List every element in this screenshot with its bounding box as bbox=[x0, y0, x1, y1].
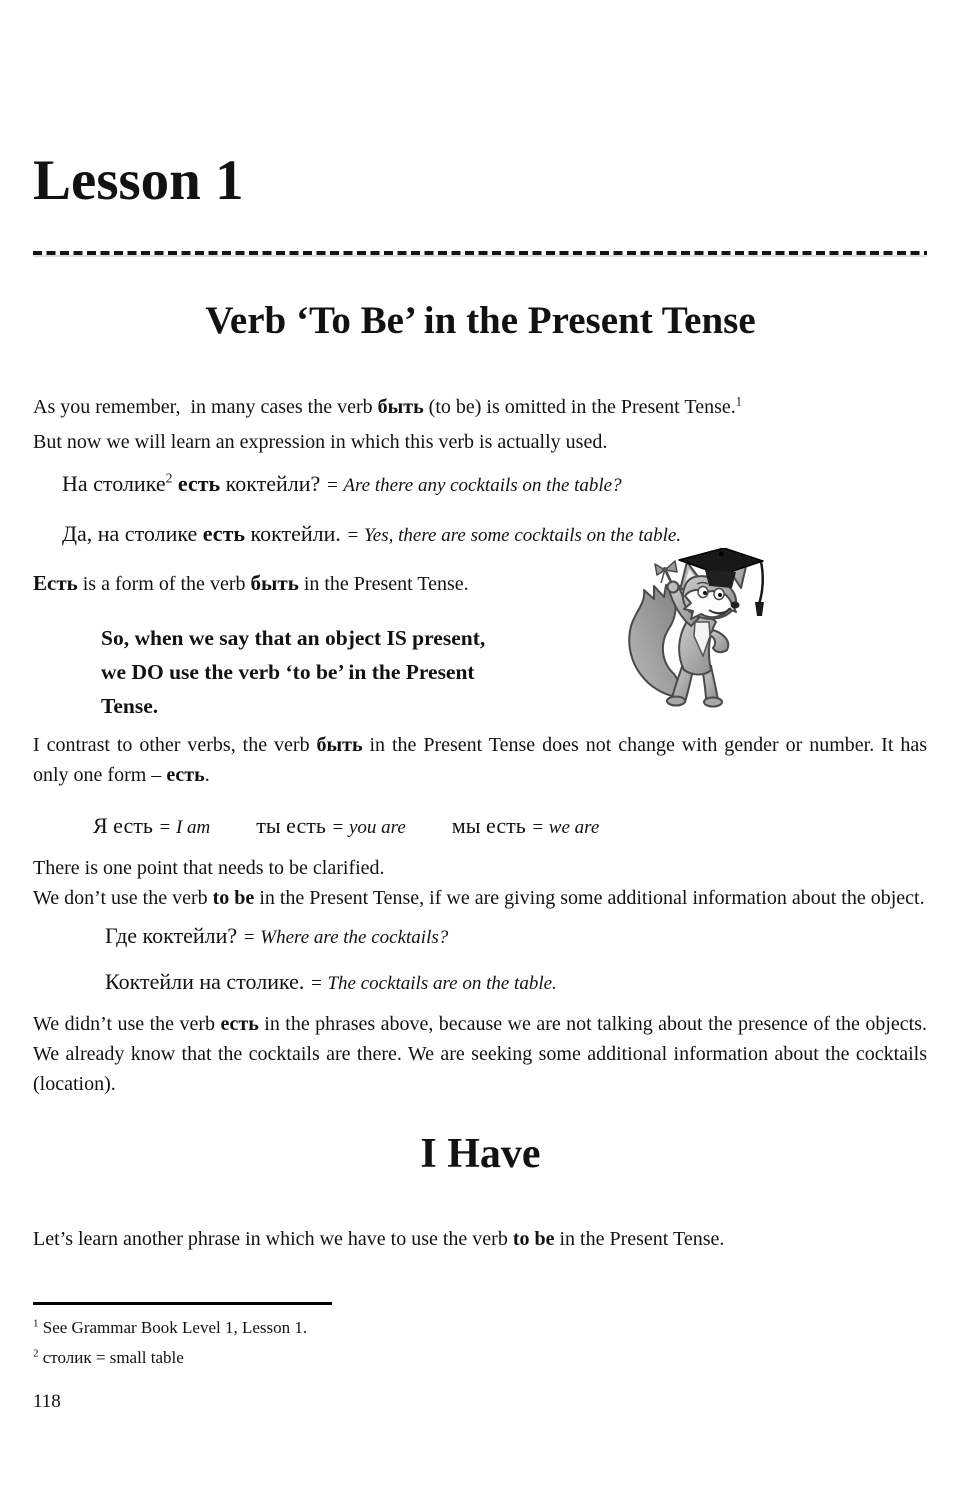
footnote-ref-2: 2 bbox=[165, 470, 173, 486]
fox-graduate-mascot-illustration bbox=[617, 548, 767, 713]
text-run: in the Present Tense. bbox=[554, 1228, 725, 1251]
section-heading-verb-to-be: Verb ‘To Be’ in the Present Tense bbox=[205, 298, 756, 342]
example-sentence-2 bbox=[62, 519, 928, 551]
english-translation: = we are bbox=[531, 816, 600, 838]
text-run: is a form of the verb bbox=[77, 572, 251, 595]
contrast-paragraph bbox=[33, 730, 927, 790]
conjugation-pair-i bbox=[93, 812, 211, 838]
conjugation-pair-we bbox=[451, 812, 600, 838]
section-heading-i-have: I Have bbox=[420, 1130, 541, 1177]
russian-text: На столике bbox=[62, 470, 166, 496]
footnote-2 bbox=[33, 1343, 928, 1373]
text-run: . bbox=[204, 763, 210, 786]
english-translation: = Are there any cocktails on the table? bbox=[325, 474, 622, 496]
rule-emphasis-box bbox=[101, 621, 581, 723]
to-be-bold: to be bbox=[512, 1228, 555, 1251]
title-divider-dashed-rule bbox=[33, 251, 927, 255]
text-run: in the Present Tense does not change with gender or number. It has only one form – bbox=[33, 733, 927, 786]
text-run: We didn’t use the verb bbox=[33, 1012, 221, 1035]
russian-text: Где коктейли? bbox=[105, 922, 243, 948]
footnote-1-text: See Grammar Book Level 1, Lesson 1. bbox=[38, 1318, 308, 1338]
page-number: 118 bbox=[33, 1391, 61, 1413]
intro-line-2: But now we will learn an expression in which this verb is actually used. bbox=[33, 430, 608, 453]
clarification-block bbox=[33, 853, 927, 913]
english-translation: = Yes, there are some cocktails on the table. bbox=[346, 524, 682, 546]
intro-paragraph bbox=[33, 390, 928, 460]
verb-byt-bold: быть bbox=[316, 733, 363, 756]
footnote-2-marker: 2 bbox=[33, 1347, 39, 1360]
verb-est-bold: есть bbox=[166, 763, 205, 786]
text-run: We don’t use the verb bbox=[33, 886, 213, 909]
example-sentence-3 bbox=[105, 921, 928, 953]
example-sentence-4 bbox=[105, 967, 928, 999]
rule-line-3: Tense. bbox=[101, 693, 159, 718]
russian-text: коктейли? bbox=[220, 470, 326, 496]
russian-text: Да, на столике bbox=[62, 520, 203, 546]
to-be-bold: to be bbox=[212, 886, 255, 909]
russian-text: Коктейли на столике. bbox=[105, 968, 310, 994]
lesson-title: Lesson 1 bbox=[33, 149, 244, 212]
rule-line-1: So, when we say that an object IS present, bbox=[101, 625, 486, 650]
footnote-ref-1: 1 bbox=[735, 394, 742, 409]
verb-est-bold: есть bbox=[177, 470, 221, 496]
text-run: As you remember, in many cases the verb bbox=[33, 395, 378, 418]
text-run: in the Present Tense. bbox=[298, 572, 469, 595]
russian-text: ты есть bbox=[256, 812, 332, 838]
footnote-divider bbox=[33, 1302, 332, 1305]
verb-byt-bold: быть bbox=[250, 570, 299, 595]
conjugation-pair-you bbox=[256, 812, 406, 838]
footnote-2-text: столик = small table bbox=[38, 1348, 184, 1368]
verb-est-bold: есть bbox=[220, 1012, 259, 1035]
clarify-line-2 bbox=[33, 883, 927, 913]
clarify-line-1: There is one point that needs to be clarified. bbox=[33, 856, 385, 879]
russian-text: Я есть bbox=[93, 812, 159, 838]
intro-line-1 bbox=[33, 390, 928, 425]
text-run: Let’s learn another phrase in which we have to use the verb bbox=[33, 1228, 513, 1251]
est-explanation bbox=[33, 568, 928, 599]
example-sentence-1 bbox=[62, 469, 928, 501]
english-translation: = The cocktails are on the table. bbox=[309, 972, 557, 994]
text-run: in the Present Tense, if we are giving some additional information about the object. bbox=[254, 886, 925, 909]
text-run: (to be) is omitted in the Present Tense. bbox=[423, 395, 736, 418]
ihave-intro-paragraph bbox=[33, 1224, 928, 1254]
verb-byt-bold: быть bbox=[377, 395, 424, 418]
english-translation: = I am bbox=[158, 816, 211, 838]
verb-est-bold: есть bbox=[202, 520, 246, 546]
conclusion-paragraph bbox=[33, 1009, 927, 1099]
footnote-1-marker: 1 bbox=[33, 1317, 39, 1330]
footnote-1 bbox=[33, 1313, 928, 1343]
conjugation-line bbox=[93, 810, 928, 845]
russian-text: мы есть bbox=[451, 812, 532, 838]
english-translation: = Where are the cocktails? bbox=[242, 926, 449, 948]
verb-est-bold: Есть bbox=[33, 570, 78, 595]
rule-line-2: we DO use the verb ‘to be’ in the Present bbox=[101, 659, 475, 684]
english-translation: = you are bbox=[331, 816, 406, 838]
text-run: I contrast to other verbs, the verb bbox=[33, 733, 317, 756]
text-run: in the phrases above, because we are not talking about the presence of the objects. We already know that the cocktails are there. We are seeking some additional information about the cocktails (location). bbox=[33, 1012, 927, 1095]
russian-text: коктейли. bbox=[245, 520, 347, 546]
